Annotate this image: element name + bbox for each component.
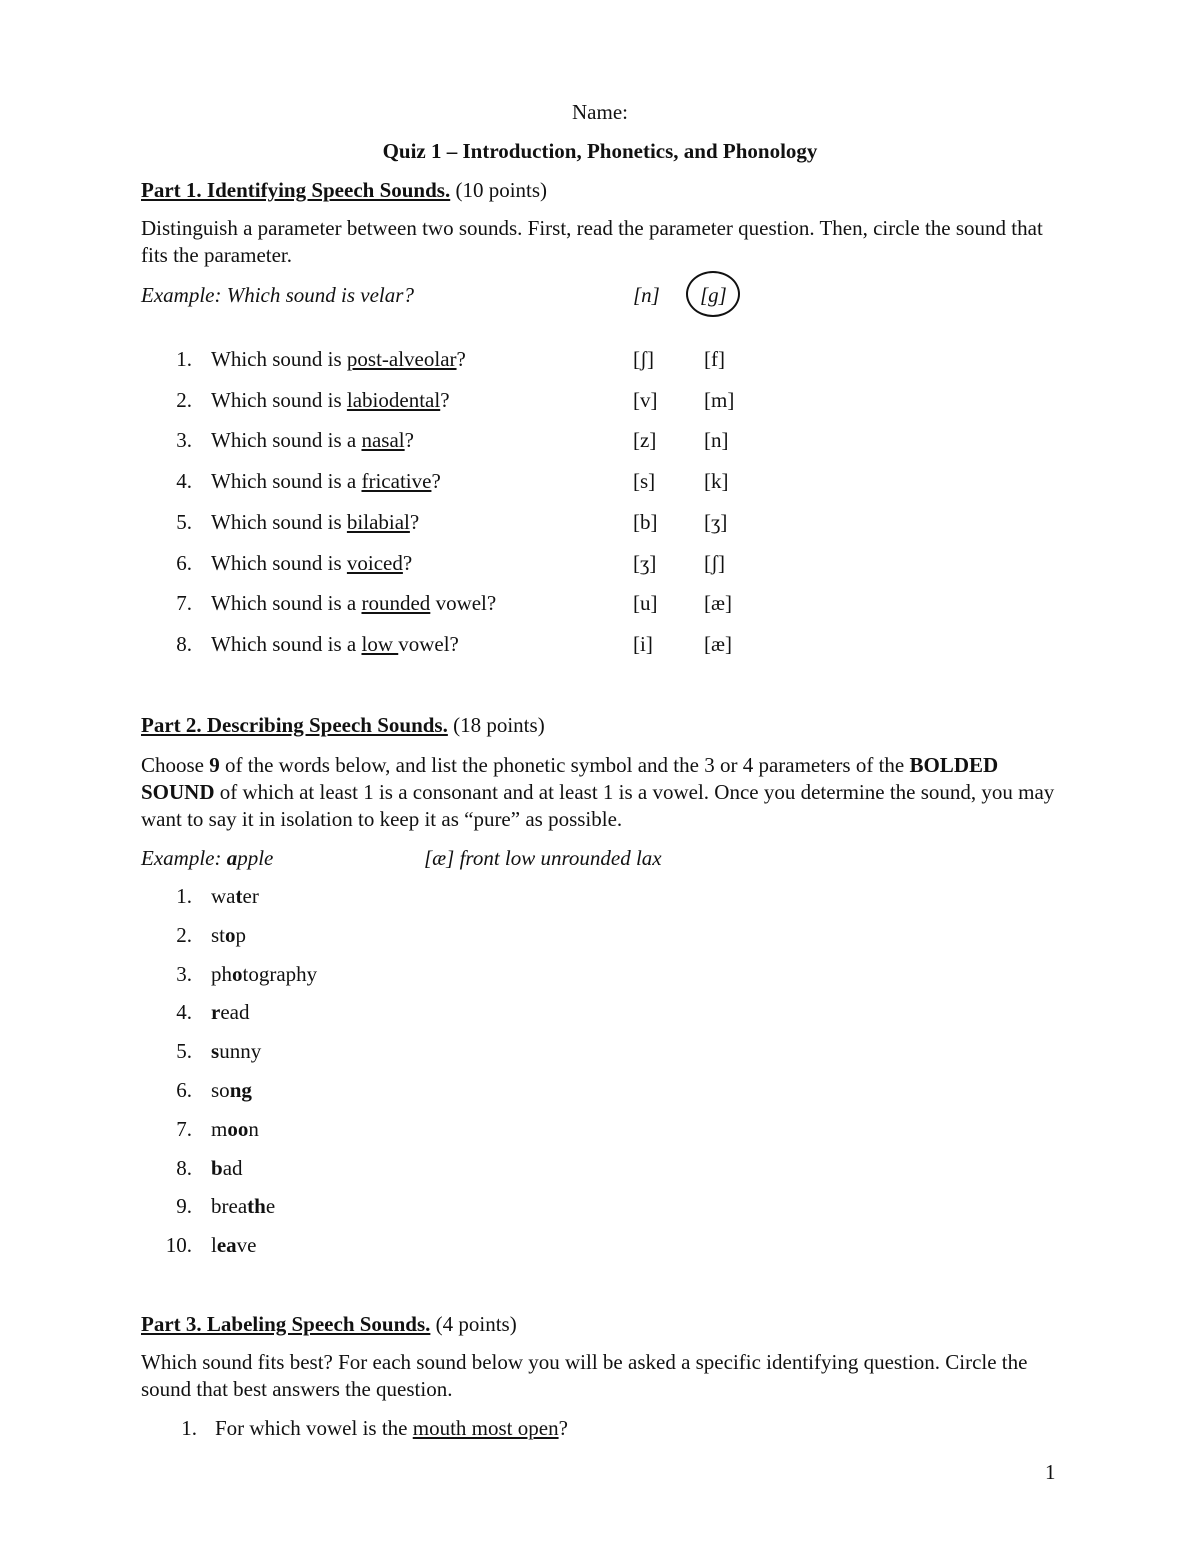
part2-instr-2: of the words below, and list the phonetic symbol and the 3 or 4 parameters of the — [219, 753, 910, 777]
part3-q1-post: ? — [558, 1416, 568, 1440]
word-item — [211, 962, 317, 987]
word-item — [211, 923, 246, 948]
question-number: 2. — [176, 387, 192, 412]
question-post: ? — [409, 509, 420, 534]
word-pre: l — [211, 1233, 217, 1258]
part2-example-post: pple — [237, 846, 274, 870]
part1-instructions: Distinguish a parameter between two sounds. First, read the parameter question. Then, circle the sound that fits the parameter. — [141, 216, 1043, 267]
option-a: [s] — [633, 469, 656, 494]
word-post: ve — [236, 1233, 257, 1258]
question-post: ? — [440, 387, 450, 412]
part3-q1-pre: For which vowel is the — [215, 1416, 413, 1440]
question-number: 1. — [176, 347, 192, 371]
question-term: nasal — [361, 428, 405, 453]
option-b: [ʃ] — [704, 550, 725, 575]
word-post: p — [235, 922, 247, 947]
word-bold-sound: o — [232, 961, 243, 986]
word-pre: so — [211, 1078, 230, 1102]
part3-heading — [141, 1312, 517, 1337]
part2-example-answer: [æ] front low unrounded lax — [424, 846, 662, 870]
page-number: 1 — [1045, 1460, 1056, 1484]
question-term: post-alveolar — [346, 347, 457, 371]
word-item — [211, 1194, 275, 1219]
word-number: 8. — [176, 1155, 192, 1180]
word-bold-sound: o — [225, 922, 236, 947]
part3-heading-text: Part 3. Labeling Speech Sounds. — [141, 1312, 431, 1336]
word-pre: wa — [211, 884, 236, 908]
word-item — [211, 1000, 249, 1025]
answer-circle-mark — [686, 271, 740, 317]
word-pre: ph — [211, 961, 232, 986]
question-text — [211, 469, 441, 494]
word-number: 5. — [176, 1039, 192, 1064]
option-a: [v] — [633, 387, 658, 412]
question-pre: Which sound is — [211, 509, 347, 534]
question-number: 5. — [176, 509, 192, 534]
word-bold-sound: b — [211, 1155, 223, 1180]
question-text — [211, 388, 450, 413]
word-post: tography — [242, 961, 318, 986]
question-pre: Which sound is a — [211, 428, 362, 453]
option-b: [æ] — [704, 631, 732, 656]
part3-q1-number: 1. — [181, 1416, 197, 1440]
word-pre: m — [211, 1116, 228, 1141]
word-bold-sound: oo — [227, 1116, 249, 1141]
option-a: [i] — [633, 631, 653, 656]
option-b: [m] — [704, 387, 735, 412]
word-item — [211, 1039, 261, 1064]
part2-heading — [141, 713, 545, 738]
word-bold-sound: ng — [229, 1078, 252, 1102]
part2-example-label: Example: — [141, 846, 227, 870]
option-b: [ʒ] — [704, 509, 728, 534]
part2-example — [141, 846, 273, 871]
question-term: fricative — [361, 469, 432, 494]
part3-instructions: Which sound fits best? For each sound below you will be asked a specific identifying question. Circle the sound that best answers the question. — [141, 1350, 1028, 1401]
question-number: 6. — [176, 550, 192, 575]
word-number: 10. — [165, 1233, 192, 1258]
word-item — [211, 1117, 259, 1142]
word-number: 9. — [176, 1194, 192, 1219]
part1-example-option-a: [n] — [633, 283, 660, 307]
part1-points: (10 points) — [455, 178, 548, 202]
question-term: low — [361, 631, 399, 656]
part2-instr-bold-num: 9 — [209, 753, 220, 777]
part2-instr-1: Choose — [141, 753, 210, 777]
question-pre: Which sound is — [211, 347, 347, 371]
word-number: 2. — [176, 922, 192, 947]
part3-q1-text — [215, 1416, 568, 1441]
word-number: 6. — [176, 1078, 192, 1102]
word-bold-sound: r — [211, 1000, 221, 1025]
part1-example-option-b: [g] — [700, 283, 727, 307]
name-label: Name: — [572, 100, 628, 124]
question-pre: Which sound is a — [211, 469, 362, 494]
option-b: [n] — [704, 428, 729, 453]
part3-points: (4 points) — [435, 1312, 517, 1336]
word-bold-sound: t — [235, 884, 243, 908]
word-bold-sound: s — [211, 1039, 220, 1064]
question-term: labiodental — [346, 387, 441, 412]
part3-q1-term: mouth most open — [412, 1416, 559, 1440]
word-post: unny — [219, 1039, 262, 1064]
option-a: [ʃ] — [633, 347, 654, 371]
question-pre: Which sound is a — [211, 631, 362, 656]
part2-points: (18 points) — [453, 713, 545, 737]
option-a: [b] — [633, 509, 658, 534]
part1-example-label: Example: Which sound is velar? — [141, 283, 414, 307]
question-text — [211, 551, 412, 576]
word-item — [211, 1078, 252, 1103]
question-post: ? — [402, 550, 413, 575]
part2-instr-bold: BOLDED SOUND — [141, 753, 999, 804]
part2-example-bold: a — [226, 846, 238, 870]
part1-heading-text: Part 1. Identifying Speech Sounds. — [141, 178, 451, 202]
part2-heading-text: Part 2. Describing Speech Sounds. — [141, 713, 448, 737]
question-number: 4. — [176, 469, 192, 494]
quiz-title: Quiz 1 – Introduction, Phonetics, and Phonology — [382, 139, 818, 163]
question-pre: Which sound is a — [211, 591, 362, 616]
word-post: n — [248, 1116, 259, 1141]
word-number: 7. — [176, 1116, 192, 1141]
question-post: vowel? — [398, 631, 459, 656]
option-a: [u] — [633, 591, 658, 616]
question-post: ? — [456, 347, 466, 371]
word-number: 1. — [176, 884, 192, 908]
question-post: ? — [431, 469, 441, 494]
question-number: 3. — [176, 428, 192, 453]
option-b: [k] — [704, 469, 729, 494]
word-post: ead — [220, 1000, 250, 1025]
word-post: e — [265, 1194, 276, 1219]
question-text — [211, 347, 466, 372]
part2-instructions — [141, 752, 1071, 833]
option-b: [f] — [704, 347, 725, 371]
word-item — [211, 884, 259, 909]
question-text — [211, 591, 496, 616]
word-pre: st — [211, 922, 226, 947]
question-text — [211, 632, 459, 657]
question-number: 7. — [176, 591, 192, 616]
word-bold-sound: th — [247, 1194, 266, 1219]
option-a: [ʒ] — [633, 550, 657, 575]
option-b: [æ] — [704, 591, 732, 616]
word-post: ad — [222, 1155, 243, 1180]
word-bold-sound: ea — [216, 1233, 237, 1258]
part1-heading — [141, 178, 547, 203]
question-pre: Which sound is — [211, 387, 347, 412]
question-term: rounded — [361, 591, 431, 616]
question-term: bilabial — [346, 509, 410, 534]
word-number: 3. — [176, 961, 192, 986]
question-term: voiced — [346, 550, 403, 575]
question-post: ? — [404, 428, 414, 453]
question-pre: Which sound is — [211, 550, 347, 575]
word-post: er — [242, 884, 259, 908]
question-text — [211, 428, 414, 453]
question-text — [211, 510, 419, 535]
word-item — [211, 1233, 257, 1258]
question-number: 8. — [176, 631, 192, 656]
question-post: vowel? — [430, 591, 497, 616]
option-a: [z] — [633, 428, 657, 453]
word-pre: brea — [211, 1194, 248, 1219]
word-number: 4. — [176, 1000, 192, 1025]
part2-instr-3: of which at least 1 is a consonant and at least 1 is a vowel. Once you determine the sound, you may want to say it in isolation to keep it as “pure” as possible. — [141, 780, 1055, 831]
word-item — [211, 1156, 243, 1181]
